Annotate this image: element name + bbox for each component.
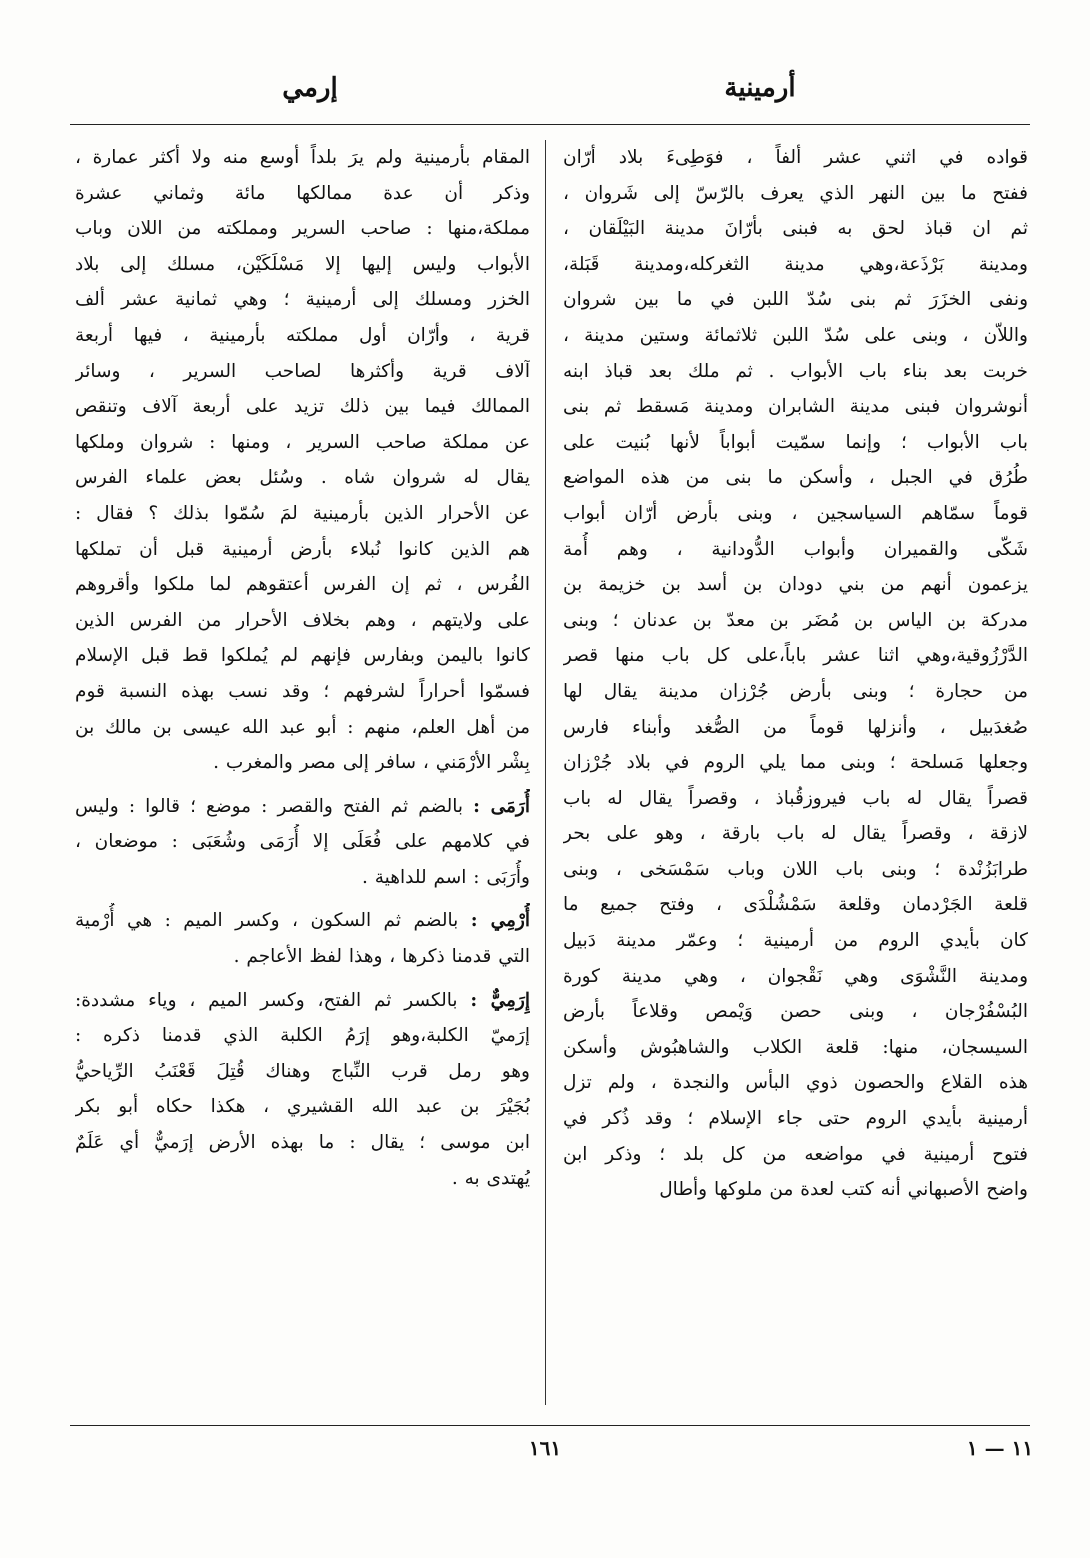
text-line: باب الأبواب ؛ وإنما سمّيت أبواباً لأنها بُنيت على: [563, 431, 1028, 453]
text-line: على ولايتهم ، وهم بخلاف الأحرار من الفرس الذين: [75, 609, 530, 631]
text-line: آلاف قرية وأكثرها لصاحب السرير ، وسائر: [75, 360, 530, 382]
text-line: عن الأحرار الذين بأرمينية لمَ سُمّوا بذلك ؟ فقال :: [75, 502, 530, 524]
header-title-left: إرمي: [282, 73, 338, 103]
text-line: أنوشروان فبنى مدينة الشابران ومدينة مَسقط ثم بنى: [563, 396, 1028, 418]
text-line: واضح الأصبهاني أنه كتب لعدة من ملوكها وأطال: [659, 1179, 1028, 1201]
text-line: صُغدَبيل ، وأنزلها قوماً من الصُّغد وأبناء فارس: [563, 716, 1028, 738]
text-line: وجعلها مَسلحة ؛ وبنى مما يلي الروم في بلاد جُرْزان: [563, 752, 1028, 774]
text-line: واللاّن ، وبنى على سُدّ اللبن ثلاثمائة وستين مدينة ،: [563, 324, 1028, 346]
text-line: قرية ، وأرّان أول مملكته بأرمينية ، فيها أربعة: [75, 324, 530, 346]
text-line: فسمّوا أحراراً لشرفهم ؛ وقد نسب بهذه النسبة قوم: [75, 680, 530, 702]
page-number: ١٦١: [528, 1436, 562, 1460]
text-line: الأبواب وليس إليها إلا مَسْلَكَيْن، مسلك إلى بلاد: [75, 253, 530, 275]
text-line: ونفى الخزَرَ ثم بنى سُدّ اللبن في ما بين شروان: [563, 289, 1028, 311]
entry-first-line: [75, 983, 530, 1019]
text-line: وهو رمل قرب النِّباج وهناك قُتِلَ قَعْنَبُ الرِّياحيُّ: [75, 1060, 530, 1082]
entry-first-line: [75, 789, 530, 825]
text-line: ومدينة بَرْذَعة،وهي مدينة الثغركله،ومدينة قَبَلة،: [563, 253, 1028, 275]
text-line: وأُرَبَى : اسم للداهية .: [361, 866, 530, 888]
text-line: ابن موسى ؛ يقال : ما بهذه الأرض إرَميٌّ أي عَلَمٌ: [75, 1132, 530, 1154]
text-line: إرَميّ الكلبة،وهو إرَمُ الكلبة الذي قدمنا ذكره :: [75, 1025, 530, 1047]
text-line: بُجَيْرَ بن عبد الله القشيري ، هكذا حكاه أبو بكر: [75, 1096, 530, 1118]
entry-definition: بالضم ثم الفتح والقصر : موضع ؛ قالوا : وليس: [75, 795, 474, 817]
text-line: البُسْفُرْجان ، وبنى حصن وَيْمص وقلاعاً بأرض: [563, 1001, 1028, 1023]
text-line: طُرُق في الجبل ، وأسكن ما بنى من هذه المواضع: [563, 467, 1028, 489]
entry-definition: بالضم ثم السكون ، وكسر الميم : هي أُرْمية: [75, 910, 471, 932]
entry-gap: [75, 895, 530, 903]
text-line: التي قدمنا ذكرها ، وهذا لفظ الأعاجم .: [233, 946, 530, 968]
text-line: فتوح أرمينية في مواضعه من كل بلد ؛ وذكر ابن: [563, 1143, 1028, 1165]
text-line: من أهل العلم، منهم : أبو عبد الله عيسى بن مالك بن: [75, 716, 530, 738]
text-line: الممالك فيما بين ذلك تزيد على أربعة آلاف وتنقص: [75, 396, 530, 418]
right-column: [563, 140, 1028, 1208]
text-line: المقام بأرمينية ولم يرَ بلداً أوسع منه ولا أكثر عمارة ،: [75, 147, 530, 168]
text-line: مدركة بن الياس بن مُضَر بن معدّ بن عدنان ؛ وبنى: [563, 609, 1028, 631]
text-line: الخزر ومسلك إلى أرمينية ؛ وهي ثمانية عشر ألف: [75, 289, 530, 311]
text-line: طرابَزُنْدة ؛ وبنى باب اللان وباب سَمْسَخى ، وبنى: [563, 858, 1028, 880]
text-line: هذه القلاع والحصون ذوي البأس والنجدة ، ولم تزل: [563, 1072, 1028, 1094]
text-line: قوماً سمّاهم السياسجين ، وبنى بأرض أرّان أبواب: [563, 502, 1028, 524]
text-line: السيسجان، منها: قلعة الكلاب والشاهبُوش وأسكن: [563, 1036, 1028, 1058]
text-line: ففتح ما بين النهر الذي يعرف بالرّسّ إلى شَروان ،: [563, 182, 1028, 204]
bottom-rule: [70, 1425, 1030, 1426]
entry-definition: بالكسر ثم الفتح، وكسر الميم ، وياء مشددة:: [75, 989, 471, 1011]
header-title-right: أرمينية: [724, 73, 796, 103]
text-line: في كلامهم على فُعَلَى إلا أُرَمَى وشُعَبَى : موضعان ،: [75, 831, 530, 853]
entry-headword: أُرْمِي :: [470, 910, 530, 932]
text-line: ثم ان قباذ لحق به فبنى بأرّانَ مدينة البَيْلَقان ،: [563, 218, 1028, 240]
text-line: قلعة الجَرْدمان وقلعة سَمْشُلْدَى ، وفتح جميع ما: [563, 894, 1028, 916]
entry-headword: إِرَمِيٌّ :: [470, 989, 530, 1011]
text-line: كانوا باليمن وبفارس فإنهم لم يُملكوا قط قبل الإسلام: [75, 645, 530, 667]
text-line: خربت بعد بناء باب الأبواب . ثم ملك بعد قباذ ابنه: [563, 360, 1028, 382]
text-line: الدَّرْزُوقية،وهي اثنا عشر باباً،على كل باب منها قصر: [563, 645, 1028, 667]
text-line: بِشْر الأرْمَني ، سافر إلى مصر والمغرب .: [213, 752, 530, 774]
entry-first-line: [75, 903, 530, 939]
text-line: يزعمون أنهم من بني دودان بن أسد بن خزيمة بن: [563, 574, 1028, 596]
top-rule: [70, 124, 1030, 125]
text-line: يقال له شروان شاه . وسُئل بعض علماء الفرس: [75, 467, 530, 489]
text-line: أرمينية بأيدي الروم حتى جاء الإسلام ؛ وقد ذُكر في: [563, 1108, 1028, 1130]
entry-gap: [75, 975, 530, 983]
text-line: وذكر أن عدة ممالكها مائة وثماني عشرة: [75, 182, 530, 204]
entry-headword: أُرَمَى :: [473, 795, 530, 817]
text-line: يُهتدى به .: [451, 1167, 530, 1189]
text-line: قصراً يقال له باب فيروزقُباذ ، وقصراً يقال له باب: [563, 787, 1028, 809]
text-line: قواده في اثني عشر ألفاً ، فوَطِىءَ بلاد أرّان: [563, 147, 1028, 168]
entry-gap: [75, 781, 530, 789]
text-line: هم الذين كانوا نُبلاء بأرض أرمينية قبل أن تملكها: [75, 538, 530, 560]
text-line: عن مملكة صاحب السرير ، ومنها : شروان وملكها: [75, 431, 530, 453]
left-column: [75, 140, 530, 1196]
text-line: شَكّى والقميران وأبواب الدُّودانية ، وهم أُمة: [563, 538, 1028, 560]
text-line: من حجارة ؛ وبنى بأرض جُرْزان مدينة يقال لها: [563, 680, 1028, 702]
text-line: لازقة ، وقصراً يقال له باب بارقة ، وهو على بحر: [563, 823, 1028, 845]
text-line: ومدينة النَّشْوَى وهي نَقْجوان ، وهي مدينة كورة: [563, 965, 1028, 987]
text-line: الفُرس ، ثم إن الفرس أعتقوهم لما ملكوا وأقروهم: [75, 574, 530, 596]
signature-mark: ١١ — ١: [966, 1436, 1034, 1460]
column-divider: [545, 140, 546, 1405]
text-line: مملكة،منها : صاحب السرير ومملكته من اللان وباب: [75, 218, 530, 240]
text-line: كان بأيدي الروم من أرمينية ؛ وعمّر مدينة دَبيل: [563, 930, 1028, 952]
